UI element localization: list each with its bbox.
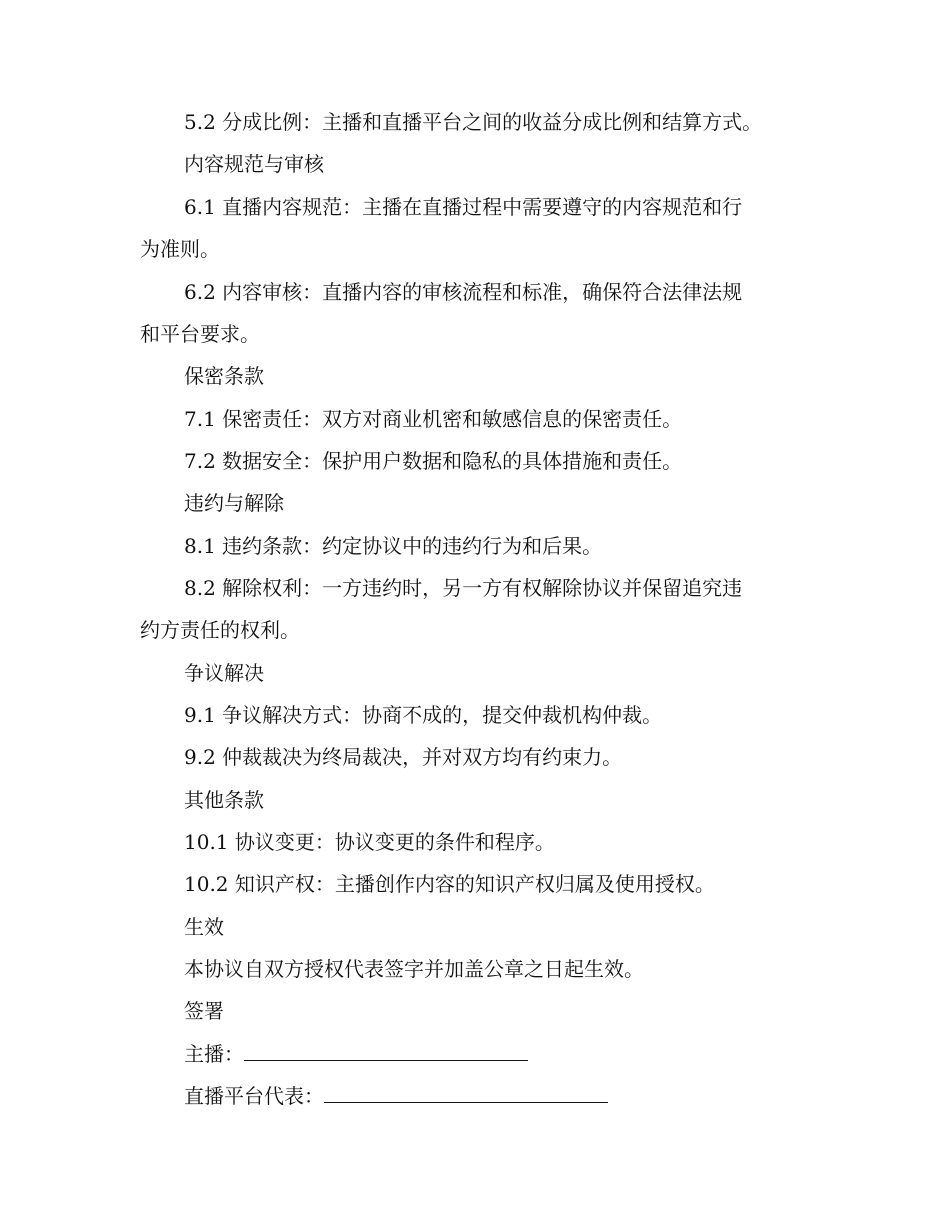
clause-8-2: 8.2 解除权利：一方违约时，另一方有权解除协议并保留追究违 [184, 576, 743, 600]
clause-9-1: 9.1 争议解决方式：协商不成的，提交仲裁机构仲裁。 [184, 703, 663, 727]
platform-signature-row [184, 1082, 884, 1110]
section-heading-dispute: 争议解决 [184, 661, 264, 685]
streamer-signature-label: 主播： [184, 1042, 244, 1066]
section-heading-content: 内容规范与审核 [184, 152, 324, 176]
clause-7-2: 7.2 数据安全：保护用户数据和隐私的具体措施和责任。 [184, 449, 683, 473]
clause-6-1-continued: 为准则。 [140, 237, 220, 261]
effective-statement: 本协议自双方授权代表签字并加盖公章之日起生效。 [184, 957, 644, 981]
section-heading-effective: 生效 [184, 915, 224, 939]
section-heading-confidentiality: 保密条款 [184, 364, 264, 388]
clause-9-2: 9.2 仲裁裁决为终局裁决，并对双方均有约束力。 [184, 745, 623, 769]
clause-6-1: 6.1 直播内容规范：主播在直播过程中需要遵守的内容规范和行 [184, 195, 743, 219]
clause-10-2: 10.2 知识产权：主播创作内容的知识产权归属及使用授权。 [184, 872, 715, 896]
clause-6-2: 6.2 内容审核：直播内容的审核流程和标准，确保符合法律法规 [184, 280, 743, 304]
platform-signature-label: 直播平台代表： [184, 1084, 324, 1108]
clause-10-1: 10.1 协议变更：协议变更的条件和程序。 [184, 830, 555, 854]
platform-signature-blank[interactable] [324, 1084, 608, 1103]
clause-6-2-continued: 和平台要求。 [140, 322, 260, 346]
section-heading-signature: 签署 [184, 999, 224, 1023]
streamer-signature-blank[interactable] [244, 1042, 528, 1061]
section-heading-breach: 违约与解除 [184, 491, 284, 515]
section-heading-other: 其他条款 [184, 788, 264, 812]
streamer-signature-row [184, 1040, 884, 1068]
clause-5-2: 5.2 分成比例：主播和直播平台之间的收益分成比例和结算方式。 [184, 110, 763, 134]
clause-8-1: 8.1 违约条款：约定协议中的违约行为和后果。 [184, 534, 603, 558]
clause-7-1: 7.1 保密责任：双方对商业机密和敏感信息的保密责任。 [184, 407, 683, 431]
clause-8-2-continued: 约方责任的权利。 [140, 618, 300, 642]
